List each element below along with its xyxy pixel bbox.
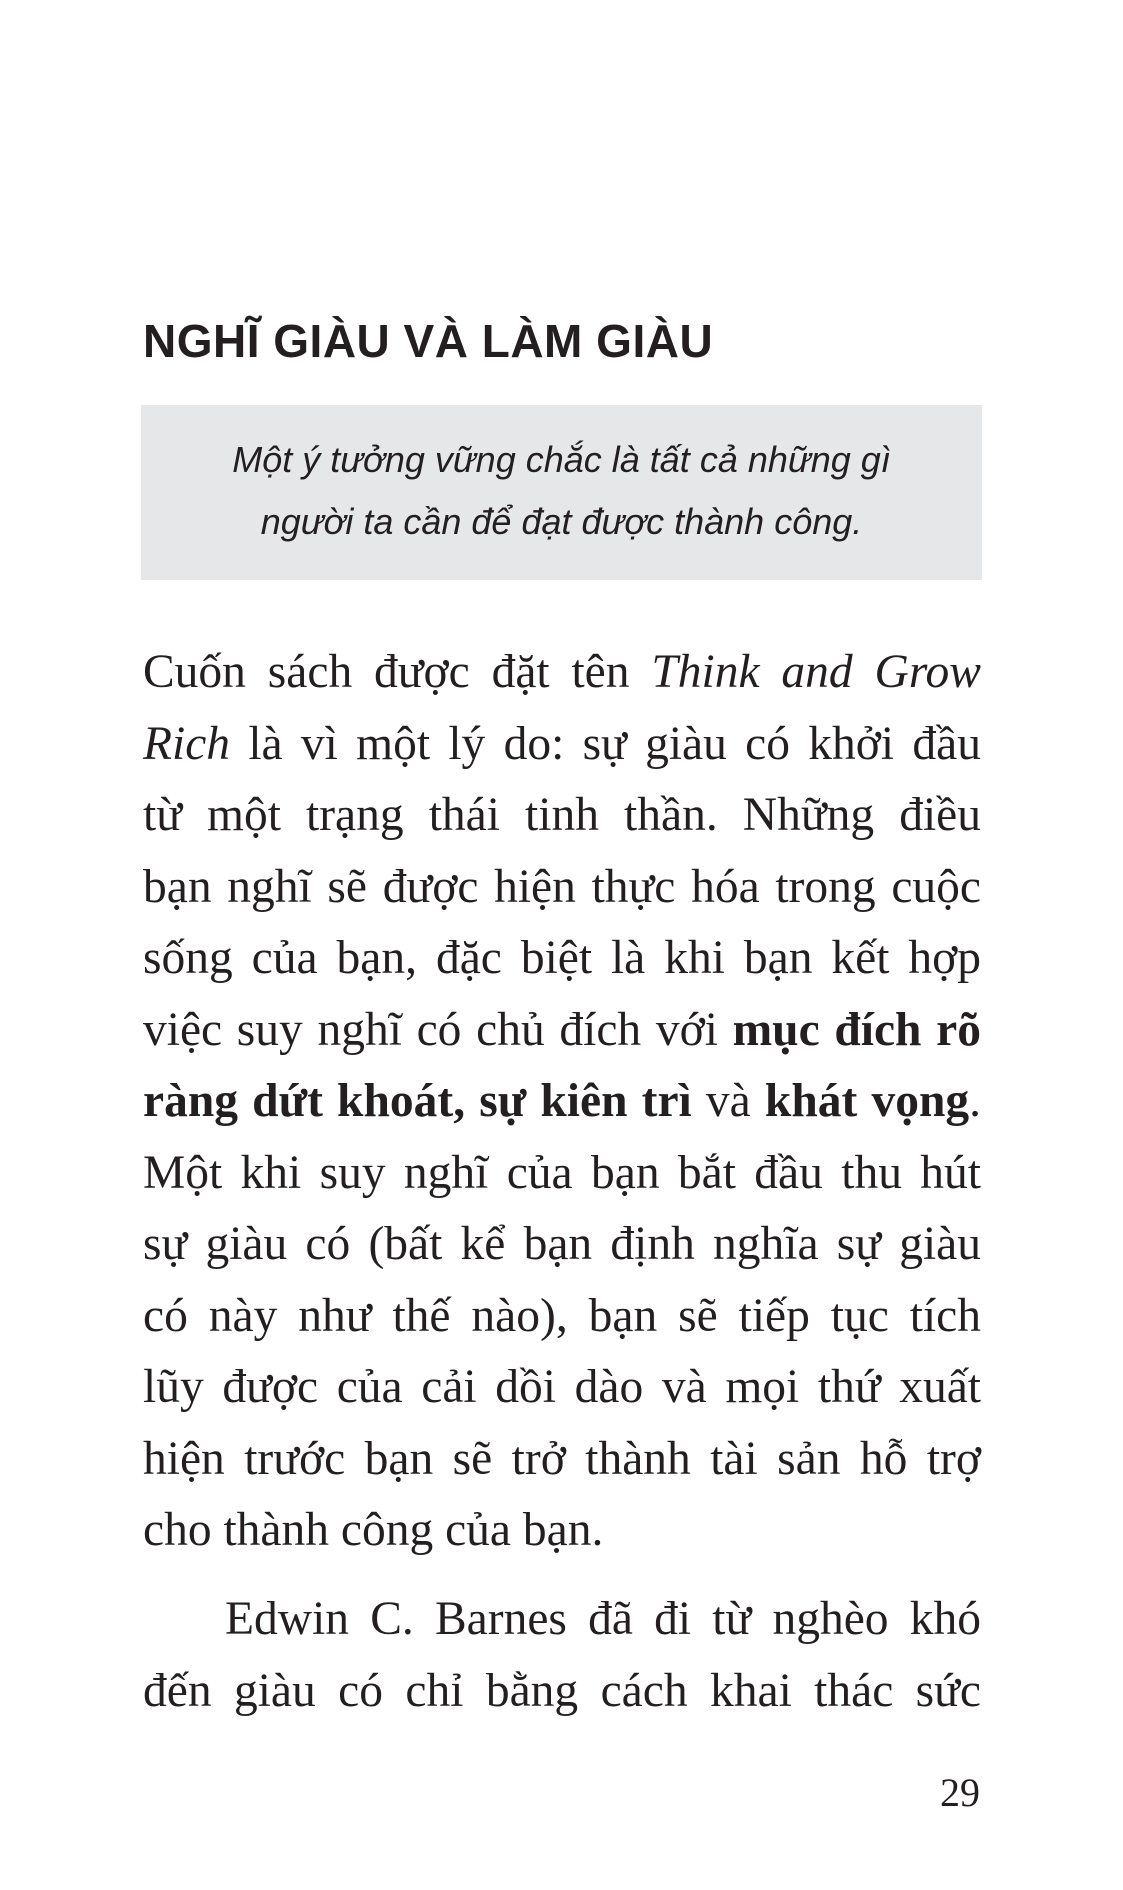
page-number: 29 — [940, 1770, 980, 1815]
text-line: Một khi suy nghĩ của bạn bắt đầu thu hút — [143, 1146, 981, 1199]
text-run: việc suy nghĩ có chủ đích với — [143, 1003, 733, 1056]
text-line — [143, 709, 981, 781]
quote-line: người ta cần để đạt được thành công. — [260, 501, 863, 542]
chapter-heading: NGHĨ GIÀU VÀ LÀM GIÀU — [143, 315, 714, 367]
text-line — [143, 1066, 981, 1138]
quote-box — [141, 405, 982, 580]
bold-emphasis: mục đích rõ — [732, 1003, 981, 1056]
text-run: Cuốn sách được đặt tên — [143, 646, 652, 698]
text-line: lũy được của cải dồi dào và mọi thứ xuất — [143, 1361, 981, 1413]
text-line — [143, 995, 981, 1067]
text-line: bạn nghĩ sẽ được hiện thực hóa trong cuộc — [143, 860, 981, 913]
text-line: sống của bạn, đặc biệt là khi bạn kết hợp — [143, 932, 981, 984]
book-title-italic: Rich — [143, 717, 231, 770]
text-line: hiện trước bạn sẽ trở thành tài sản hỗ trợ — [143, 1432, 981, 1485]
bold-emphasis: ràng dứt khoát, sự kiên trì — [143, 1075, 692, 1127]
text-line: đến giàu có chỉ bằng cách khai thác sức — [143, 1664, 981, 1717]
text-line: Edwin C. Barnes đã đi từ nghèo khó — [225, 1593, 981, 1645]
text-run: là vì một lý do: sự giàu có khởi đầu — [230, 717, 981, 770]
text-line: từ một trạng thái tinh thần. Những điều — [143, 789, 981, 841]
text-run: và — [691, 1075, 765, 1127]
text-line — [143, 637, 981, 709]
body-paragraph — [143, 1584, 981, 1727]
text-line: cho thành công của bạn. — [143, 1504, 604, 1556]
quote-line: Một ý tưởng vững chắc là tất cả những gì — [232, 439, 891, 480]
text-line: sự giàu có (bất kể bạn định nghĩa sự giàu — [143, 1218, 981, 1270]
text-run: . — [969, 1075, 982, 1127]
text-line: có này như thế nào), bạn sẽ tiếp tục tích — [143, 1289, 981, 1342]
book-title-italic: Think and Grow — [651, 646, 981, 698]
bold-emphasis: khát vọng — [764, 1075, 970, 1127]
body-paragraph — [143, 637, 981, 1567]
